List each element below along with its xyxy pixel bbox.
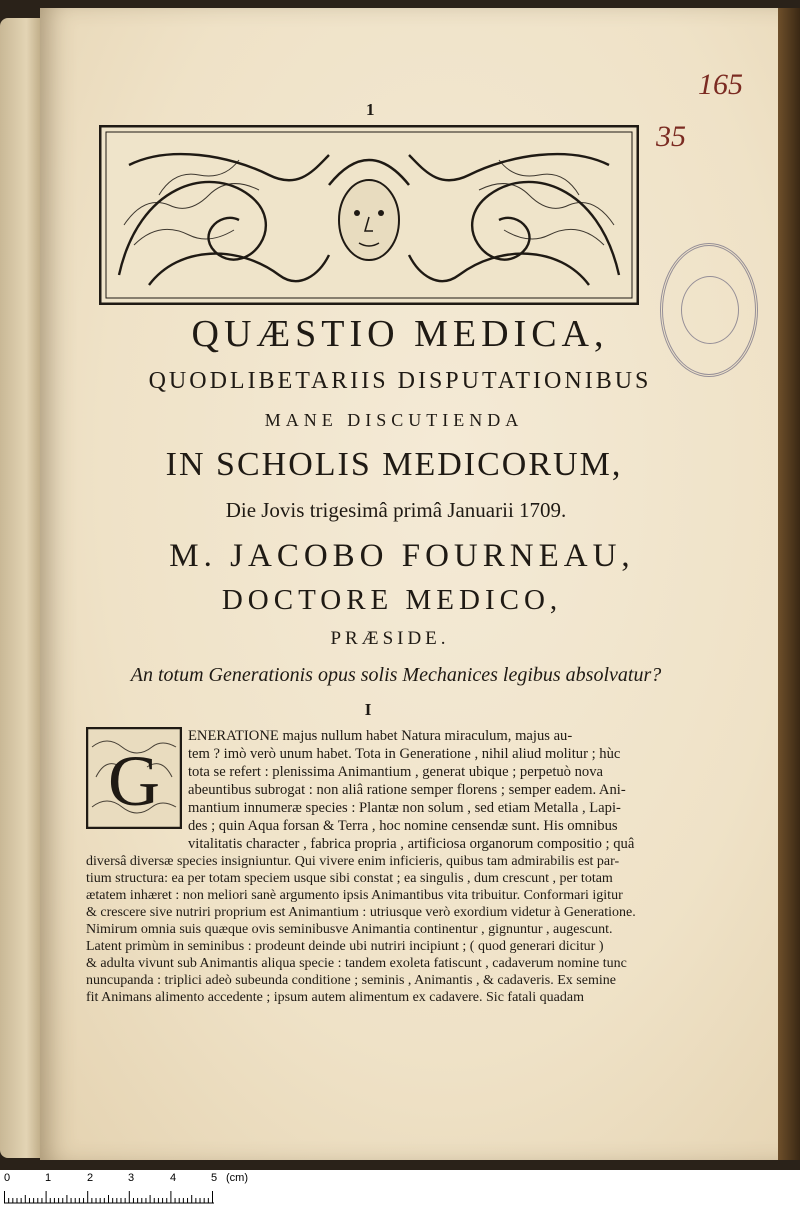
- thesis-question: An totum Generationis opus solis Mechanices legibus absolvatur?: [130, 664, 662, 686]
- scale-label: 5: [211, 1172, 218, 1184]
- body-line: tem ? imò verò unum habet. Tota in Generatione , nihil aliud molitur ; hùc: [188, 746, 621, 762]
- body-line: ENERATIONE majus nullum habet Natura miraculum, majus au-: [188, 728, 573, 744]
- body-line: abeuntibus subrogat : non aliâ ratione semper florens ; semper eadem. Ani-: [188, 782, 626, 798]
- body-line: Nimirum omnia suis quæque ovis seminibusve Animantia continentur , gignuntur , augescunt.: [86, 922, 613, 937]
- measurement-scale: [0, 1170, 800, 1207]
- handwritten-number-top: 165: [698, 68, 743, 101]
- body-line: tota se refert : plenissima Animantium , generat ubique ; perpetuò nova: [188, 764, 603, 780]
- body-line: diversâ diversæ species insigniuntur. Qui vivere enim inficieris, quibus tam admirabilis est par-: [86, 854, 620, 869]
- scale-label: 0: [4, 1172, 11, 1184]
- page-folio: 1: [366, 100, 375, 119]
- body-line: & crescere sive nutriri proprium est Animantium : utriusque verò exordium videtur à Generatione.: [86, 905, 636, 920]
- scale-label: 1: [45, 1172, 52, 1184]
- body-line: mantium innumeræ species : Plantæ non solum , sed etiam Metalla , Lapi-: [188, 800, 621, 816]
- body-line: des ; quin Aqua forsan & Terra , hoc nomine censendæ sunt. His omnibus: [188, 818, 618, 834]
- ornamental-headpiece: [99, 125, 639, 305]
- body-line: ætatem inhæret : non meliori sanè argumento ipsis Animantibus vita tribuitur. Conformari igitur: [86, 888, 623, 903]
- body-line: nuncupanda : triplici adeò subeunda conditione ; seminis , Animantis , & cadaveris. Ex semine: [86, 973, 616, 988]
- title-line-date: Die Jovis trigesimâ primâ Januarii 1709.: [225, 498, 567, 522]
- title-line-quaestio: QUÆSTIO MEDICA,: [191, 313, 609, 355]
- title-line-praeside: PRÆSIDE.: [330, 628, 450, 649]
- title-line-mane: MANE DISCUTIENDA: [264, 410, 524, 430]
- title-line-quodlibetariis: QUODLIBETARIIS DISPUTATIONIBUS: [148, 368, 652, 394]
- body-line: & adulta vivunt sub Animantis aliqua specie : tandem exoleta fatiscunt , cadaverum nomine tunc: [86, 956, 627, 971]
- title-line-fourneau: M. JACOBO FOURNEAU,: [169, 538, 635, 574]
- scale-unit: (cm): [226, 1172, 248, 1184]
- section-number: I: [364, 700, 372, 719]
- svg-text:G: G: [108, 741, 160, 821]
- library-stamp: [660, 243, 758, 377]
- body-line: vitalitatis character , fabrica propria , artificiosa organorum compositio ; quâ: [188, 836, 635, 852]
- body-line: tium structura: ea per totam speciem usque sibi constat ; ea singulis , dum crescunt , per totam: [86, 871, 613, 886]
- scale-label: 3: [128, 1172, 135, 1184]
- scale-label: 2: [87, 1172, 94, 1184]
- body-line: Latent primùm in seminibus : prodeunt deinde ubi nutriri incipiunt ; ( quod generari dicitur ): [86, 939, 604, 954]
- scale-label: 4: [170, 1172, 177, 1184]
- title-line-doctore: DOCTORE MEDICO,: [221, 584, 563, 616]
- title-line-scholis: IN SCHOLIS MEDICORUM,: [165, 446, 623, 483]
- decorated-initial-g: [86, 727, 182, 829]
- handwritten-number-secondary: 35: [656, 120, 686, 153]
- scale-ruler: [4, 1186, 220, 1204]
- body-line: fit Animans alimento accedente ; ipsum autem alimentum ex cadavere. Sic fatali quadam: [86, 990, 584, 1005]
